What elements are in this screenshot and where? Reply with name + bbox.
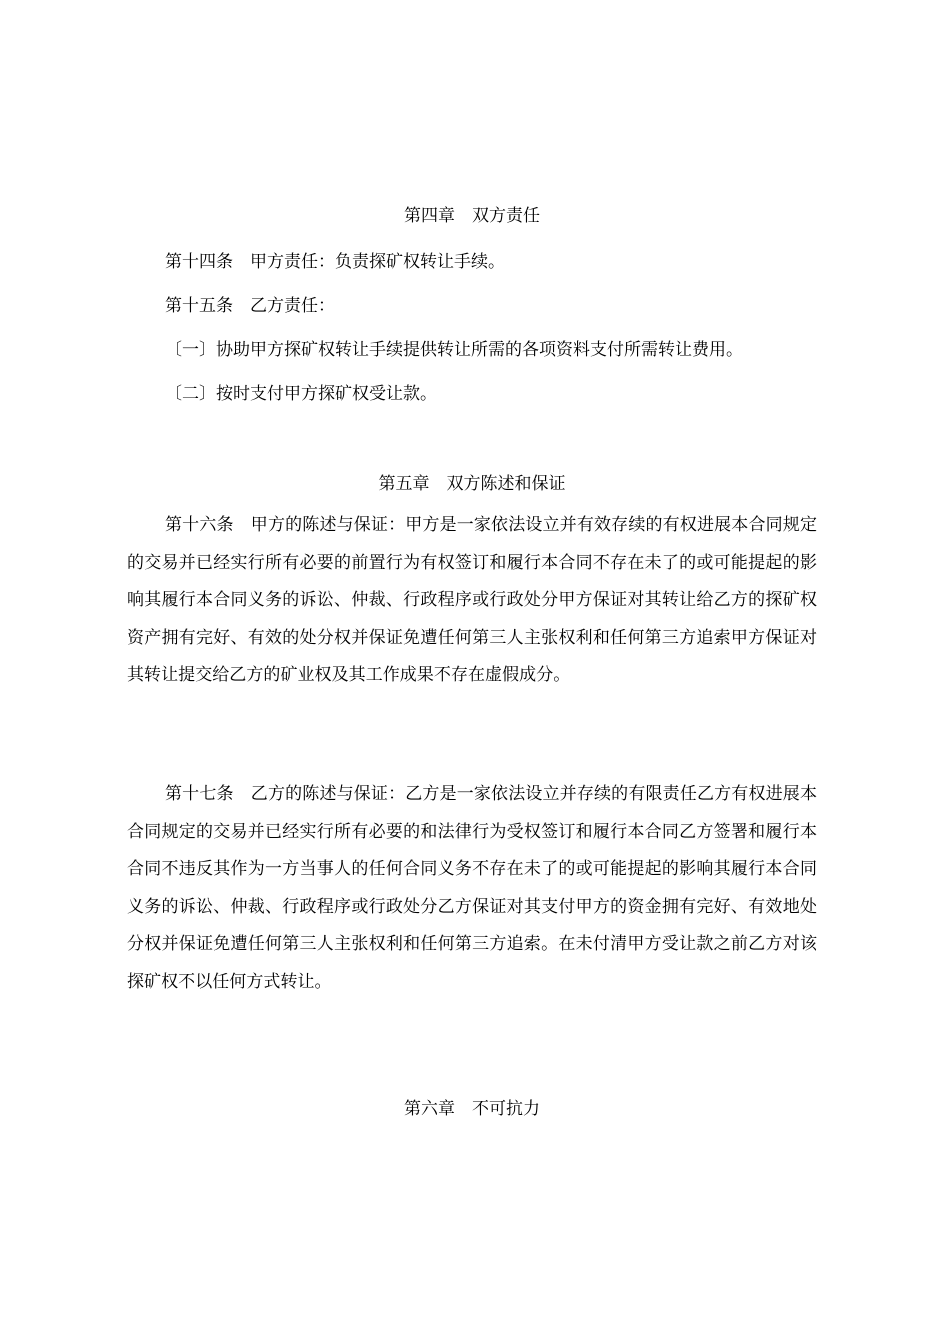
- chapter-6-heading: 第六章 不可抗力: [404, 1099, 540, 1119]
- article-15-item-2: 〔二〕按时支付甲方探矿权受让款。: [165, 384, 437, 404]
- article-16: 第十六条 甲方的陈述与保证：甲方是一家依法设立并有效存续的有权进展本合同规定的交易并已经实行所有必要的前置行为有权签订和履行本合同不存在未了的或可能提起的影响其履行本合同义务的诉讼、仲裁、行政程序或行政处分甲方保证对其转让给乙方的探矿权资产拥有完好、有效的处分权并保证免遭任何第三人主张权利和任何第三方追索甲方保证对其转让提交给乙方的矿业权及其工作成果不存在虚假成分。: [127, 515, 817, 686]
- article-14: 第十四条 甲方责任：负责探矿权转让手续。: [165, 252, 505, 272]
- article-15: 第十五条 乙方责任：: [165, 296, 335, 316]
- chapter-4-heading: 第四章 双方责任: [404, 206, 540, 226]
- article-15-item-1: 〔一〕协助甲方探矿权转让手续提供转让所需的各项资料支付所需转让费用。: [165, 340, 743, 360]
- chapter-5-heading: 第五章 双方陈述和保证: [378, 474, 566, 494]
- article-17: 第十七条 乙方的陈述与保证：乙方是一家依法设立并存续的有限责任乙方有权进展本合同规定的交易并已经实行所有必要的和法律行为受权签订和履行本合同乙方签署和履行本合同不违反其作为一方当事人的任何合同义务不存在未了的或可能提起的影响其履行本合同义务的诉讼、仲裁、行政程序或行政处分乙方保证对其支付甲方的资金拥有完好、有效地处分权并保证免遭任何第三人主张权利和任何第三方追索。在未付清甲方受让款之前乙方对该探矿权不以任何方式转让。: [127, 784, 817, 992]
